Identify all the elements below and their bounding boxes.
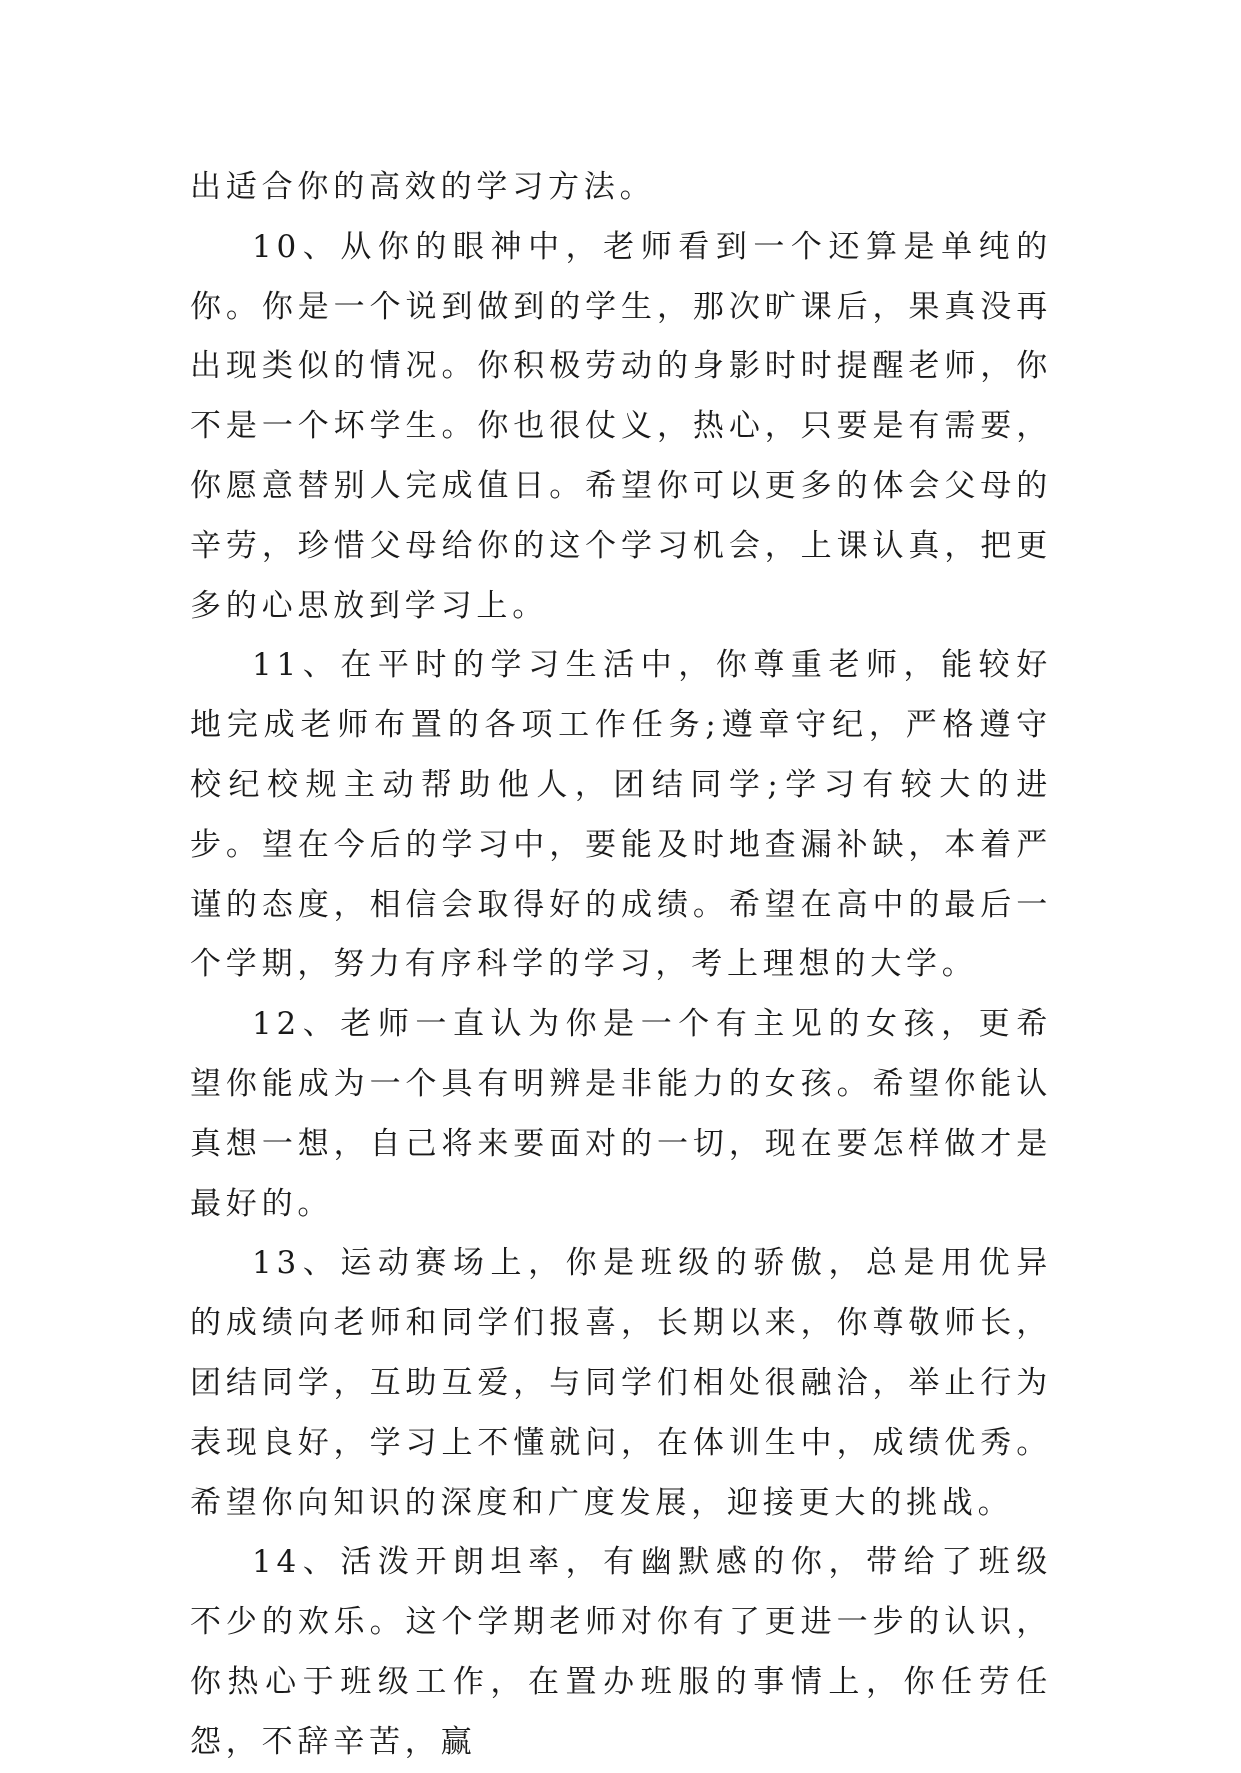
paragraph-13: 13、运动赛场上，你是班级的骄傲，总是用优异的成绩向老师和同学们报喜，长期以来，你尊敬师长，团结同学，互助互爱，与同学们相处很融洽，举止行为表现良好，学习上不懂就问，在体训生中，成绩优秀。希望你向知识的深度和广度发展，迎接更大的挑战。 [190, 1245, 1052, 1521]
paragraph-14: 14、活泼开朗坦率，有幽默感的你，带给了班级不少的欢乐。这个学期老师对你有了更进一步的认识，你热心于班级工作，在置办班服的事情上，你任劳任怨，不辞辛苦，赢 [190, 1544, 1052, 1760]
paragraph-10: 10、从你的眼神中，老师看到一个还算是单纯的你。你是一个说到做到的学生，那次旷课后，果真没再出现类似的情况。你积极劳动的身影时时提醒老师，你不是一个坏学生。你也很仗义，热心，只要是有需要，你愿意替别人完成值日。希望你可以更多的体会父母的辛劳，珍惜父母给你的这个学习机会，上课认真，把更多的心思放到学习上。 [190, 228, 1052, 624]
document-body [190, 158, 1052, 1773]
paragraph-12: 12、老师一直认为你是一个有主见的女孩，更希望你能成为一个具有明辨是非能力的女孩。希望你能认真想一想，自己将来要面对的一切，现在要怎样做才是最好的。 [190, 1006, 1052, 1222]
paragraph-11: 11、在平时的学习生活中，你尊重老师，能较好地完成老师布置的各项工作任务;遵章守纪，严格遵守校纪校规主动帮助他人，团结同学;学习有较大的进步。望在今后的学习中，要能及时地查漏补缺，本着严谨的态度，相信会取得好的成绩。希望在高中的最后一个学期，努力有序科学的学习，考上理想的大学。 [190, 647, 1052, 983]
paragraph-continuation: 出适合你的高效的学习方法。 [190, 169, 656, 205]
